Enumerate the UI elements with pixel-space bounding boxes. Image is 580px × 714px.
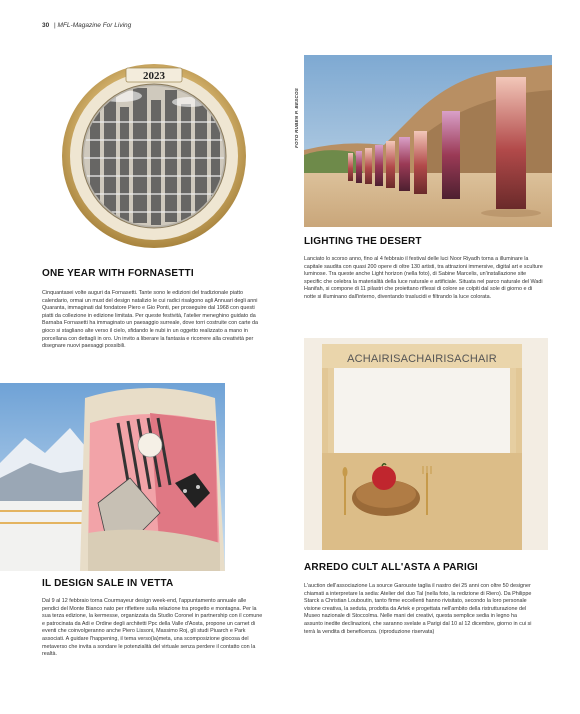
fornasetti-plate-image (60, 62, 248, 250)
article-title-design-sale: IL DESIGN SALE IN VETTA (42, 578, 174, 589)
desert-installation-photo (304, 55, 552, 227)
header-separator: | (54, 22, 58, 29)
chair-backrest-text: ACHAIRISACHAIRISACHAIR (347, 353, 497, 365)
article-title-arredo: ARREDO CULT ALL'ASTA A PARIGI (304, 562, 478, 573)
plate-year: 2023 (143, 70, 165, 82)
article-body-desert: Lanciato lo scorso anno, fino al 4 febbraio il festival delle luci Noor Riyadh torna a illuminare la capitale saudita con quasi 200 opere di oltre 130 artisti, tra attrazioni immersive, digital art e sculture luminose. Tra queste anche Light horizon (nella foto), di Sabine Marcelis, un'installazione site specific che celebra la materialità della luce naturale e artificiale. Situata nel parco naturale del Wadi Hanifah, si compone di 11 pilastri che proiettano riflessi di colore se colpiti dal sole di giorno e di notte si illuminano dall'interno, diventando traslucidi e filtrando la luce colorata. (304, 256, 543, 300)
article-body-design-sale: Dal 9 al 12 febbraio torna Courmayeur design week-end, l'appuntamento annuale alle pendici del Monte Bianco nato per riflettere sulla relazione tra progetto e montagna. Per la sua terza edizione, la kermesse, organizzata da Studio Coronel in partnership con il comune e patrocinata da Adi e Ordine degli architetti Ppc della Valle d'Aosta, propone un carnet di eventi che coinvolgeranno anche Piero Lissoni, Massimo Roj, gli studi Piuarch e Park associati. A guidare l'happening, il tema verso(la)meta, una scomposizione giocosa del metaverso che invita a sondare le potenzialità del virtuale senza perdere il contatto con la realtà. (42, 598, 263, 658)
article-body-fornasetti: Cinquantasei volte auguri da Fornasetti. Tante sono le edizioni del tradizionale piatto calendario, ormai un must del design natalizio le cui radici risalgono agli Annuari degli anni Quaranta, immaginati dal fondatore Piero e Gio Ponti, per proseguire dal 1968 con questi piatti da collezione in edizione limitata. Per queste festività, l'atelier meneghino guidato da Barnaba Fornasetti ha immaginato un paesaggio surreale, dove torri costruite con carte da gioco si stagliano alte verso il cielo, sfidando le nubi in un oggetto realizzato a mano in porcellana con dettagli in oro. Un invito a liberare la fantasia e ricorrere alla creatività per disegnare nuovi paesaggi possibili. (42, 290, 259, 350)
photo-credit: FOTO RUBEN P. BESCOS (294, 88, 299, 148)
article-body-arredo: L'auction dell'associazione La source Garouste taglia il nastro dei 25 anni con oltre 50 designer chiamati a interpretare la sedia: Atelier del duo Tal (nella foto, la redizione di Riero). Da Philippe Starck a Christian Louboutin, tanto firme eccellenti hanno rivisitato, secondo la loro personale visione creativa, la seduta, prodotta da Artek e progettata nell'ambito della ristrutturazione del Museo nazionale di Stoccolma. Nelle mani dei creativi, questa semplice sedia in legno ha assunto inedite declinazioni, che saranno svelate a Parigi dal 10 al 12 dicembre, giorno in cui si terrà la vendita di beneficenza. (riproduzione riservata) (304, 583, 532, 635)
publication-name: MFL-Magazine For Living (57, 22, 132, 29)
cable-car-photo (0, 383, 225, 571)
page-header (42, 22, 131, 29)
page-number: 30 (42, 22, 50, 29)
article-title-desert: LIGHTING THE DESERT (304, 236, 422, 247)
article-title-fornasetti: ONE YEAR WITH FORNASETTI (42, 268, 194, 279)
chair-photo (304, 338, 548, 550)
